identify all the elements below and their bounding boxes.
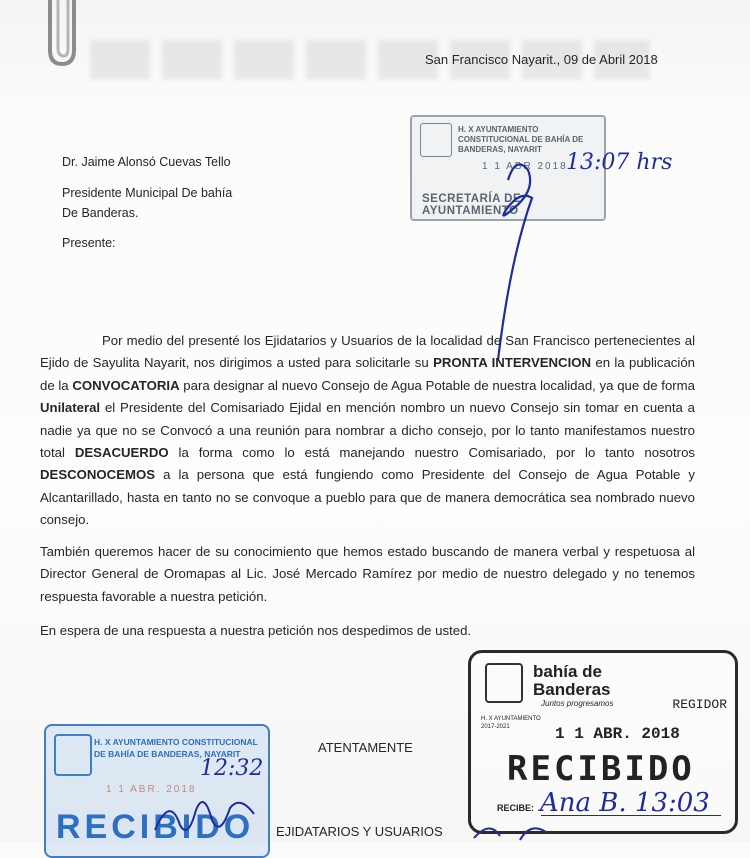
- municipal-crest-icon: [54, 734, 92, 776]
- stamp-department: SECRETARÍA DE AYUNTAMIENTO: [422, 193, 522, 217]
- bold-text-run: Unilateral: [40, 400, 101, 416]
- paper-clip-icon: [28, 0, 88, 70]
- stamp-received: RECIBIDO: [56, 808, 255, 846]
- municipal-seal-icon: [420, 123, 452, 157]
- handwritten-time-blue: 12:32: [200, 756, 264, 781]
- stamp-date: 1 1 ABR 2018: [482, 161, 568, 172]
- stamp-received: RECIBIDO: [507, 749, 695, 789]
- logo-text: [533, 663, 610, 699]
- text-run: la forma como lo está manejando nuestro Comisariado, por lo tanto nosotros: [168, 445, 695, 461]
- salutation: Presente:: [62, 236, 116, 250]
- paragraph-3: En espera de una respuesta a nuestra petición nos despedimos de usted.: [40, 623, 472, 638]
- paragraph-2: También queremos hacer de su conocimiento que hemos estado buscando de manera verbal y respetuosa al Director General de Oromapas al Lic. José Mercado Ramírez por medio de nuestro delegado y no tenemos respuesta favorable a nuestra petición.: [40, 544, 695, 604]
- text-run: Por medio del presenté los Ejidatarios y Usuarios de la localidad de San Francisco pertenecientes al Ejido de Sayulita Nayarit, nos dirigimos a usted para solicitarle su: [40, 333, 695, 371]
- stamp-role: REGIDOR: [672, 697, 727, 712]
- recipient-name: Dr. Jaime Alonsó Cuevas Tello: [62, 155, 231, 169]
- text-run: en la publicación de la: [40, 355, 695, 393]
- bold-text-run: PRONTA INTERVENCION: [433, 355, 592, 371]
- stamp-small-id: H. X AYUNTAMIENTO 2017-2021: [481, 716, 541, 730]
- recipient-place: De Banderas.: [62, 206, 139, 220]
- bold-text-run: CONVOCATORIA: [72, 377, 180, 393]
- blue-received-stamp: [44, 724, 270, 858]
- handwritten-time-secretaria: 13:07 hrs: [566, 150, 673, 175]
- text-run: para designar al nuevo Consejo de Agua Potable de nuestra localidad, ya que de forma: [179, 377, 696, 393]
- recibe-label: RECIBE:: [497, 803, 535, 813]
- stamp-date: 1 1 ABR. 2018: [555, 725, 680, 743]
- date-line: San Francisco Nayarit., 09 de Abril 2018: [425, 52, 658, 67]
- municipal-crest-icon: [485, 663, 523, 703]
- closing: ATENTAMENTE: [318, 740, 413, 755]
- stamp-header: H. X AYUNTAMIENTO CONSTITUCIONAL DE BAHÍA DE BANDERAS, NAYARIT: [458, 125, 584, 154]
- text-run: a la persona que está fungiendo como Presidente del Consejo de Agua Potable y Alcantarillado, hasta en tanto no se convoque a pueblo para que de manera democrática sea nombrado nuevo consejo.: [40, 467, 695, 528]
- bold-text-run: DESACUERDO: [74, 445, 169, 461]
- stamp-header: H. X AYUNTAMIENTO CONSTITUCIONAL DE BAHÍA DE BANDERAS, NAYARIT: [94, 737, 258, 759]
- paragraph-1: [40, 330, 695, 532]
- signatories: EJIDATARIOS Y USUARIOS: [276, 824, 443, 839]
- logo-slogan: Juntos progresamos: [541, 699, 614, 708]
- handwritten-receiver: Ana B. 13:03: [540, 788, 710, 818]
- text-run: el Presidente del Comisariado Ejidal en mención nombro un nuevo Consejo sin tomar en cuenta a nadie ya que no se Convocó a una reunión para nombrar a dicho consejo, por lo tanto manifestamos nuestro total: [40, 400, 695, 461]
- logo-line-1: bahía de: [533, 662, 602, 681]
- stamp-date: 1 1 ABR. 2018: [106, 784, 197, 795]
- bold-text-run: DESCONOCEMOS: [40, 467, 156, 483]
- logo-line-2: Banderas: [533, 680, 611, 699]
- recipient-title: Presidente Municipal De bahía: [62, 186, 233, 200]
